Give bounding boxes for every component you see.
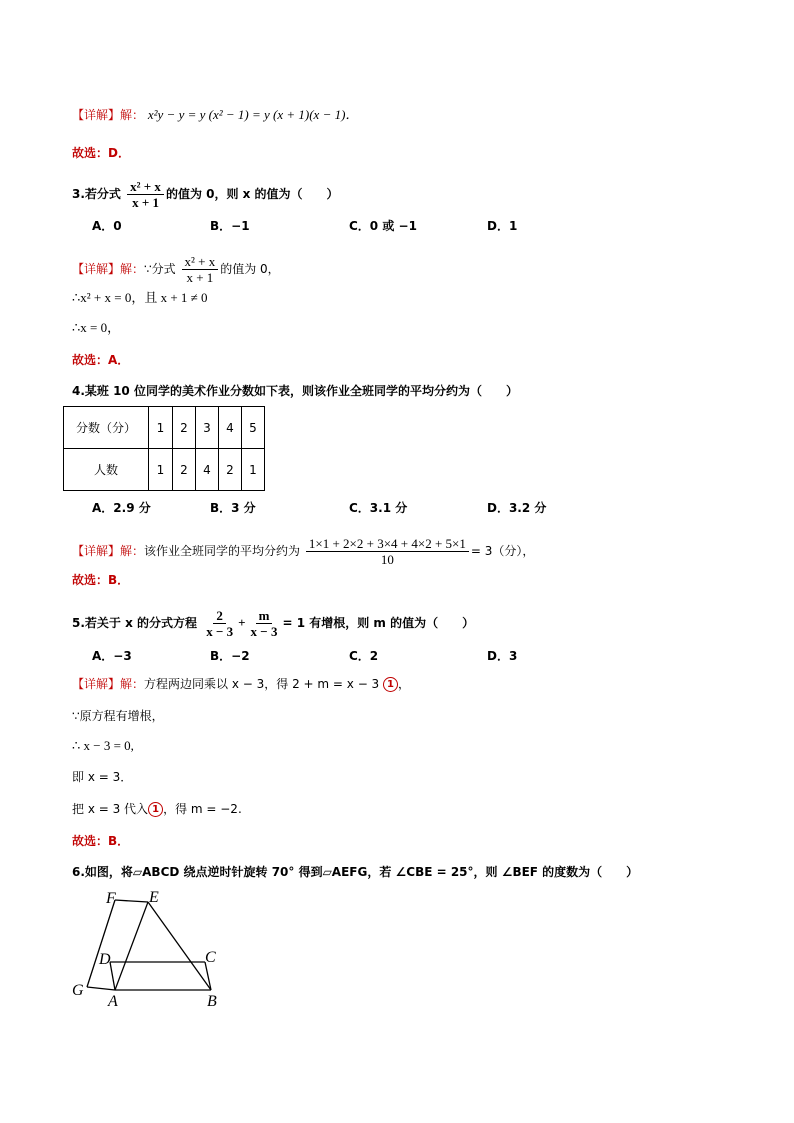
answer-line [72,572,129,588]
segment-da [110,962,115,990]
detail-tag: 【详解】 [72,544,121,558]
option-b: B．−2 [210,649,250,663]
fraction-denominator: x + 1 [132,195,159,210]
score-table [63,406,265,491]
table-cell: 5 [242,407,265,449]
fraction-numerator: 2 [213,608,226,624]
fraction-numerator: 1×1 + 2×2 + 3×4 + 4×2 + 5×1 [306,536,469,552]
option-a: A．0 [92,219,122,233]
fraction-numerator: x² + x [182,254,219,270]
option-b: B．3 分 [210,501,256,515]
label-e: E [149,889,159,906]
question-4: 4.某班 10 位同学的美术作业分数如下表，则该作业全班同学的平均分约为（ ） [72,384,518,398]
solution-line [72,107,358,123]
answer-value: A． [108,353,130,367]
fraction-numerator: x² + x [127,179,164,195]
option-d: D．3 [487,649,518,663]
table-cell: 分数（分） [64,407,149,449]
segment-fe [115,900,148,902]
label-g: G [72,982,84,999]
fraction [248,608,281,639]
label-a: A [108,993,118,1010]
answer-value: B． [108,834,130,848]
fraction-numerator: m [256,608,273,624]
question-text: 若分式 [84,187,121,201]
answer-prefix: 故选： [72,353,109,367]
label-d: D [99,951,111,968]
table-cell: 4 [219,407,242,449]
fraction [182,254,219,285]
detail-tag: 【详解】 [72,108,121,122]
solution-text: 方程两边同乘以 x − 3，得 2 + m = x − 3 [144,677,380,691]
table-cell: 1 [242,449,265,491]
answer-value: D． [108,146,130,160]
segment-ea [115,902,148,990]
option-a: A．−3 [92,649,132,663]
solution-text: 把 x = 3 代入 [72,802,149,816]
answer-line [72,145,130,161]
label-c: C [205,949,216,966]
table-cell: 2 [173,407,196,449]
solution-step: ∴ x − 3 = 0, [72,738,134,753]
solution-step: ∴x² + x = 0，且 x + 1 ≠ 0 [72,290,208,305]
fraction-denominator: x − 3 [250,624,278,639]
fraction [203,608,236,639]
solution-prefix: 解： [120,677,145,691]
question-6: 6.如图，将▱ABCD 绕点逆时针旋转 70° 得到▱AEFG，若 ∠CBE = 25°，则 ∠BEF 的度数为（ ） [72,865,639,879]
table-cell: 2 [219,449,242,491]
fraction [306,536,469,567]
table-row [64,407,265,449]
solution-prefix: 解： [120,544,145,558]
fraction-denominator: 10 [380,552,394,567]
option-a: A．2.9 分 [92,501,151,515]
table-cell: 3 [196,407,219,449]
solution-step: ∴x = 0， [72,320,121,335]
answer-prefix: 故选： [72,146,109,160]
option-c: C．2 [349,649,379,663]
answer-prefix: 故选： [72,834,109,848]
option-d: D．1 [487,219,518,233]
solution-line [72,801,242,817]
solution-text: 的值为 0， [220,262,280,276]
math-expression: x²y − y = y (x² − 1) = y (x + 1)(x − 1)． [147,107,359,122]
question-3 [72,179,339,210]
solution-step: ∵原方程有增根， [72,709,164,723]
detail-tag: 【详解】 [72,262,121,276]
solution-prefix: 解： [120,108,145,122]
label-f: F [106,890,116,907]
solution-text: ， [398,677,411,691]
plus-sign: + [238,615,246,630]
option-c: C．3.1 分 [349,501,408,515]
solution-step: 即 x = 3． [72,770,133,784]
fraction [127,179,164,210]
question-text: = 1 有增根，则 m 的值为（ ） [282,616,475,630]
label-b: B [207,993,217,1010]
option-b: B．−1 [210,219,250,233]
question-number: 3. [72,187,85,201]
segment-eb [148,902,211,990]
detail-tag: 【详解】 [72,677,121,691]
circled-number: 1 [383,677,398,692]
table-cell: 1 [149,449,173,491]
circled-number: 1 [148,802,163,817]
question-text: 5.若关于 x 的分式方程 [72,616,198,630]
table-row [64,449,265,491]
segment-ga [87,987,115,990]
question-text: 的值为 0，则 x 的值为（ ） [165,187,339,201]
fraction-denominator: x − 3 [206,624,234,639]
fraction-denominator: x + 1 [186,270,214,285]
answer-prefix: 故选： [72,573,109,587]
question-5 [72,608,474,639]
table-cell: 1 [149,407,173,449]
answer-value: B． [108,573,130,587]
solution-text: ，得 m = −2. [163,802,242,816]
option-d: D．3.2 分 [487,501,547,515]
solution-line [72,536,534,567]
solution-prefix: 解： [120,262,145,276]
solution-line [72,676,410,692]
geometry-figure [68,886,228,1016]
option-c: C．0 或 −1 [349,219,417,233]
table-cell: 人数 [64,449,149,491]
table-cell: 4 [196,449,219,491]
table-cell: 2 [173,449,196,491]
solution-line [72,254,280,285]
answer-line [72,352,129,368]
solution-text: ∵分式 [144,262,176,276]
answer-line [72,833,129,849]
segment-fg [87,900,115,987]
solution-text: = 3（分）， [470,544,535,558]
solution-text: 该作业全班同学的平均分约为 [144,544,301,558]
